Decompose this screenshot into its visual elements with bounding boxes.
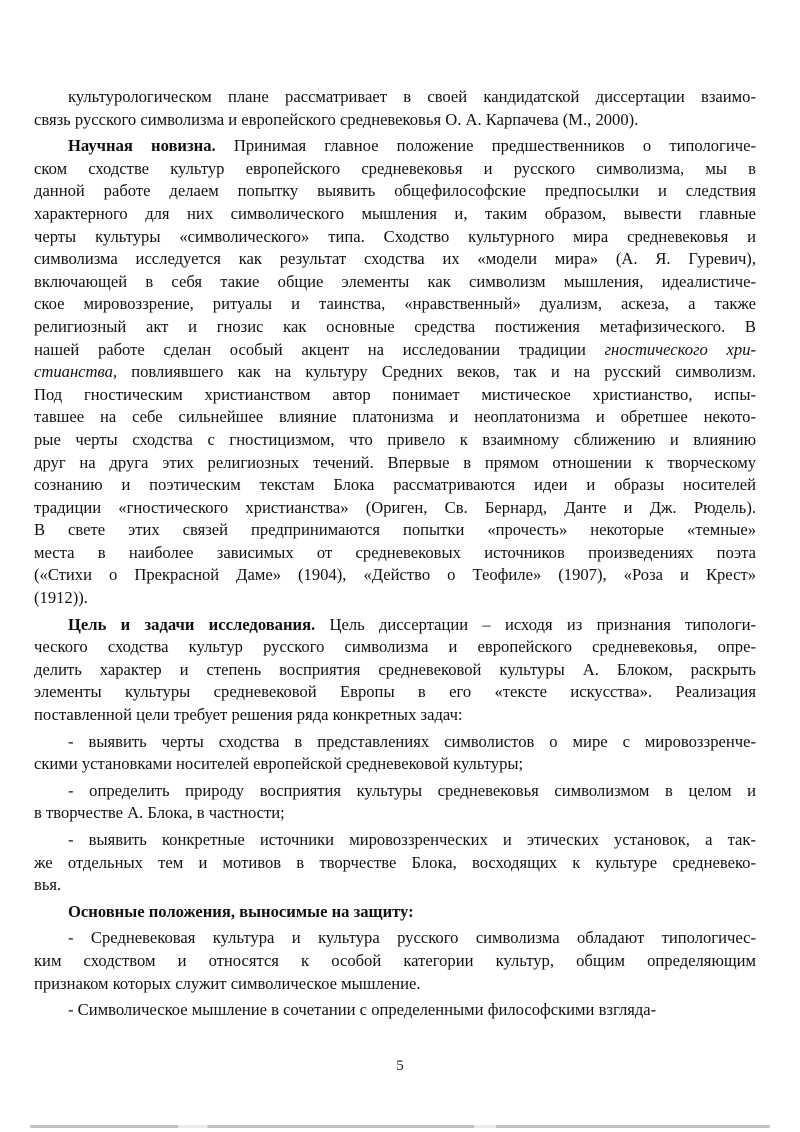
text-line (34, 406, 756, 429)
paragraph-defense-provisions-heading (34, 901, 756, 924)
text-line (34, 731, 756, 754)
text-line (34, 109, 756, 132)
text-line (34, 180, 756, 203)
text-run: , повлиявшего как на культуру Средних веков, так и на русский символизм. (112, 362, 756, 382)
text-run: места в наиболее зависимых от средневековых источников произведениях поэта (34, 542, 756, 562)
paragraph-task-1 (34, 731, 756, 776)
text-line (34, 226, 756, 249)
text-run: ское мировоззрение, ритуалы и таинства, «нравственный» дуализм, аскеза, а также (34, 294, 756, 314)
text-line (34, 271, 756, 294)
text-run: вья. (34, 875, 62, 895)
text-run: Принимая главное положение предшественников о типологиче- (215, 136, 756, 156)
text-line (34, 753, 756, 776)
text-run: признаком которых служит символическое мышление. (34, 973, 421, 993)
text-run: Под гностическим христианством автор понимает мистическое христианство, испы- (34, 384, 756, 404)
text-line (34, 339, 756, 362)
text-line (34, 158, 756, 181)
bold-heading: Научная новизна. (68, 136, 216, 156)
text-run: Цель диссертации – исходя из признания типологи- (315, 614, 757, 634)
text-line (34, 86, 756, 109)
text-line (34, 901, 756, 924)
text-run: - выявить конкретные источники мировоззренческих и этических установок, а так- (68, 830, 756, 849)
text-line (34, 474, 756, 497)
text-run: поставленной цели требует решения ряда конкретных задач: (34, 705, 463, 725)
text-line (34, 950, 756, 973)
text-line (34, 829, 756, 852)
bold-heading: Цель и задачи исследования. (68, 614, 316, 634)
text-run: - Средневековая культура и культура русского символизма обладают типологичес- (68, 928, 756, 948)
text-line (34, 519, 756, 542)
text-line (34, 587, 756, 610)
text-line (34, 248, 756, 271)
text-line (34, 802, 756, 825)
paragraph-provision-1 (34, 927, 756, 995)
text-run: характерного для них символического мышления и, таким образом, вывести главные (34, 203, 756, 223)
paragraph-scientific-novelty (34, 135, 756, 609)
text-line (34, 293, 756, 316)
text-run: друг на друга этих религиозных течений. Впервые в прямом отношении к творческому (34, 452, 756, 472)
text-run: - выявить черты сходства в представлениях символистов о мире с мировоззренче- (68, 731, 756, 751)
text-line (34, 852, 756, 875)
text-run: скими установками носителей европейской средневековой культуры; (34, 754, 524, 774)
paragraph-goals-and-tasks (34, 614, 756, 727)
text-run: В свете этих связей предпринимаются попытки «прочесть» некоторые «темные» (34, 520, 756, 540)
text-line (34, 564, 756, 587)
page-number: 5 (396, 1058, 404, 1074)
text-line (34, 973, 756, 996)
text-run: же отдельных тем и мотивов в творчестве Блока, восходящих к культуре средневеко- (34, 852, 756, 872)
text-line (34, 999, 756, 1022)
text-line (34, 203, 756, 226)
text-run: ким сходством и относятся к особой категории культур, общим определяющим (34, 950, 756, 970)
text-line (34, 704, 756, 727)
text-run: (1912)). (34, 588, 88, 608)
text-line (34, 681, 756, 704)
text-line (34, 780, 756, 803)
text-line (34, 614, 756, 637)
text-line (34, 497, 756, 520)
text-line (34, 927, 756, 950)
text-run: связь русского символизма и европейского средневековья О. А. Карпачева (М., 2000). (34, 109, 639, 129)
text-line (34, 874, 756, 897)
text-run: включающей в себя такие общие элементы как символизм мышления, идеалистиче- (34, 271, 756, 291)
text-run: символизма исследуется как результат сходства их «модели мира» (А. Я. Гуревич), (34, 249, 756, 269)
text-run: в творчестве А. Блока, в частности; (34, 803, 285, 823)
paragraph-intro-continuation (34, 86, 756, 131)
text-line (34, 429, 756, 452)
text-line (34, 452, 756, 475)
bold-heading: Основные положения, выносимые на защиту: (68, 901, 414, 921)
text-run: делить характер и степень восприятия средневековой культуры А. Блоком, раскрыть (34, 659, 756, 679)
text-line (34, 636, 756, 659)
text-line (34, 659, 756, 682)
text-run: черты культуры «символического» типа. Сходство культурного мира средневековья и (34, 226, 756, 246)
text-run: элементы культуры средневековой Европы в его «тексте искусства». Реализация (34, 682, 756, 702)
italic-text: стианства (34, 362, 113, 382)
text-line (34, 542, 756, 565)
paragraph-task-2 (34, 780, 756, 825)
paragraph-task-3 (34, 829, 756, 897)
text-run: ческого сходства культур русского символизма и европейского средневековья, опре- (34, 637, 756, 657)
text-line (34, 384, 756, 407)
document-page (34, 86, 756, 1022)
text-run: традиции «гностического христианства» (Ориген, Св. Бернард, Данте и Дж. Рюдель). (34, 497, 756, 517)
text-run: религиозный акт и гнозис как основные средства постижения метафизического. В (34, 316, 756, 336)
text-line (34, 135, 756, 158)
italic-text: гностического хри- (604, 339, 757, 359)
text-run: культурологическом плане рассматривает в своей кандидатской диссертации взаимо- (68, 87, 756, 106)
text-line (34, 316, 756, 339)
text-line (34, 361, 756, 384)
text-run: («Стихи о Прекрасной Даме» (1904), «Действо о Теофиле» (1907), «Роза и Крест» (34, 565, 756, 585)
text-run: - Символическое мышление в сочетании с определенными философскими взгляда- (68, 1000, 657, 1020)
text-run: данной работе делаем попытку выявить общефилософские предпосылки и следствия (34, 181, 756, 201)
text-run: рые черты сходства с гностицизмом, что привело к взаимному сближению и влиянию (34, 429, 756, 449)
text-run: - определить природу восприятия культуры средневековья символизмом в целом и (68, 780, 756, 800)
paragraph-provision-2 (34, 999, 756, 1022)
text-run: тавшее на себе сильнейшее влияние платонизма и неоплатонизма и обретшее некото- (34, 407, 756, 427)
scan-bottom-edge (30, 1125, 770, 1128)
text-run: нашей работе сделан особый акцент на исследовании традиции (34, 339, 605, 359)
text-run: ском сходстве культур европейского средневековья и русского символизма, мы в (34, 158, 756, 178)
text-run: сознанию и поэтическим текстам Блока рассматриваются идеи и образы носителей (34, 475, 756, 495)
